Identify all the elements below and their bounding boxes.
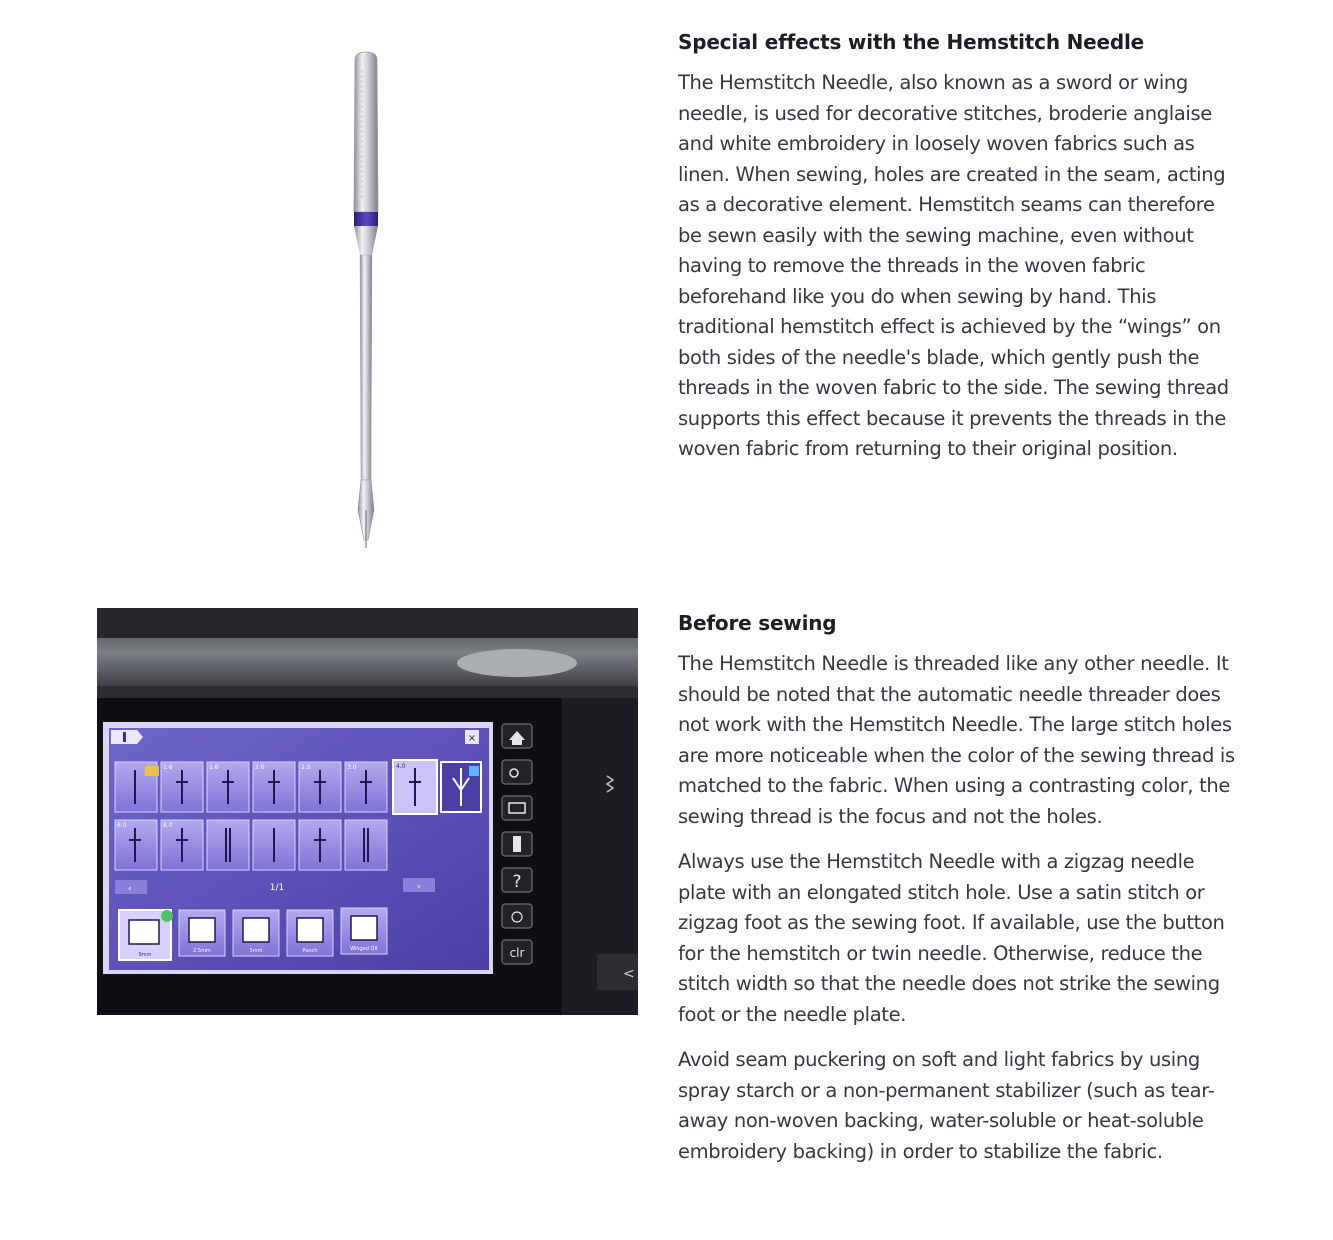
help-icon: ?: [512, 872, 522, 892]
presser-foot-icon: [513, 836, 521, 852]
needle-size-label: 2.5: [301, 764, 311, 771]
needle-size-label: 1.6: [163, 764, 173, 771]
page-indicator: 1/1: [269, 883, 285, 893]
foot-label: 9mm: [138, 952, 152, 958]
section-hemstitch-effects: [678, 30, 1238, 465]
section-paragraph: Always use the Hemstitch Needle with a zigzag needle plate with an elongated stitch hole. Use a satin stitch or zigzag foot as the sewing foot. If available, use the button for the hemstitch or twin needle. Otherwise, reduce the stitch width so that the needle does not strike the sewing foot or the needle plate.: [678, 850, 1225, 1026]
needle-size-label: 2.0: [255, 764, 265, 771]
section-heading: Before sewing: [678, 611, 837, 635]
section-paragraph: The Hemstitch Needle, also known as a sword or wing needle, is used for decorative stitches, broderie anglaise and white embroidery in loosely woven fabrics such as linen. When sewing, holes are created in the seam, acting as a decorative element. Hemstitch seams can therefore be sewn easily with the sewing machine, even without having to remove the threads in the woven fabric beforehand like you do when sewing by hand. This traditional hemstitch effect is achieved by the “wings” on both sides of the needle's blade, which gently push the threads in the woven fabric to the side. The sewing thread supports this effect because it prevents the threads in the woven fabric from returning to their original position.: [678, 71, 1229, 460]
sewing-machine-screen-photo: [97, 608, 638, 1015]
needle-size-label: 4.0: [396, 763, 406, 770]
foot-label: 5mm: [249, 948, 263, 954]
section-before-sewing: [678, 611, 1238, 1167]
needle-size-label: 8.0: [163, 822, 173, 829]
section-paragraph: Avoid seam puckering on soft and light fabrics by using spray starch or a non-permanent stabilizer (such as tear-away non-woven backing, water-soluble or heat-soluble embroidery backing) in order to stabilize the fabric.: [678, 1048, 1215, 1163]
section-heading: Special effects with the Hemstitch Needle: [678, 30, 1145, 54]
needle-size-label: 3.0: [347, 764, 357, 771]
machine-screen-illustration: [97, 608, 638, 1015]
svg-text:<: <: [623, 966, 635, 982]
section-paragraph: The Hemstitch Needle is threaded like any other needle. It should be noted that the automatic needle threader does not work with the Hemstitch Needle. The large stitch holes are more noticeable when the color of the sewing thread is matched to the fabric. When using a contrasting color, the sewing thread is the focus and not the holes.: [678, 652, 1235, 828]
svg-text:×: ×: [467, 733, 477, 744]
svg-text:‹: ‹: [128, 884, 132, 894]
hemstitch-needle-image: [300, 40, 440, 560]
needle-size-label: 1.6: [209, 764, 219, 771]
foot-label: Winged Qlt: [350, 946, 378, 952]
svg-text:›: ›: [417, 882, 421, 892]
needle-size-label: 6.0: [117, 822, 127, 829]
foot-label: 2.5mm: [193, 948, 211, 954]
foot-label: Punch: [302, 948, 318, 954]
clr-button-label: clr: [509, 946, 525, 960]
needle-illustration: [300, 40, 440, 560]
